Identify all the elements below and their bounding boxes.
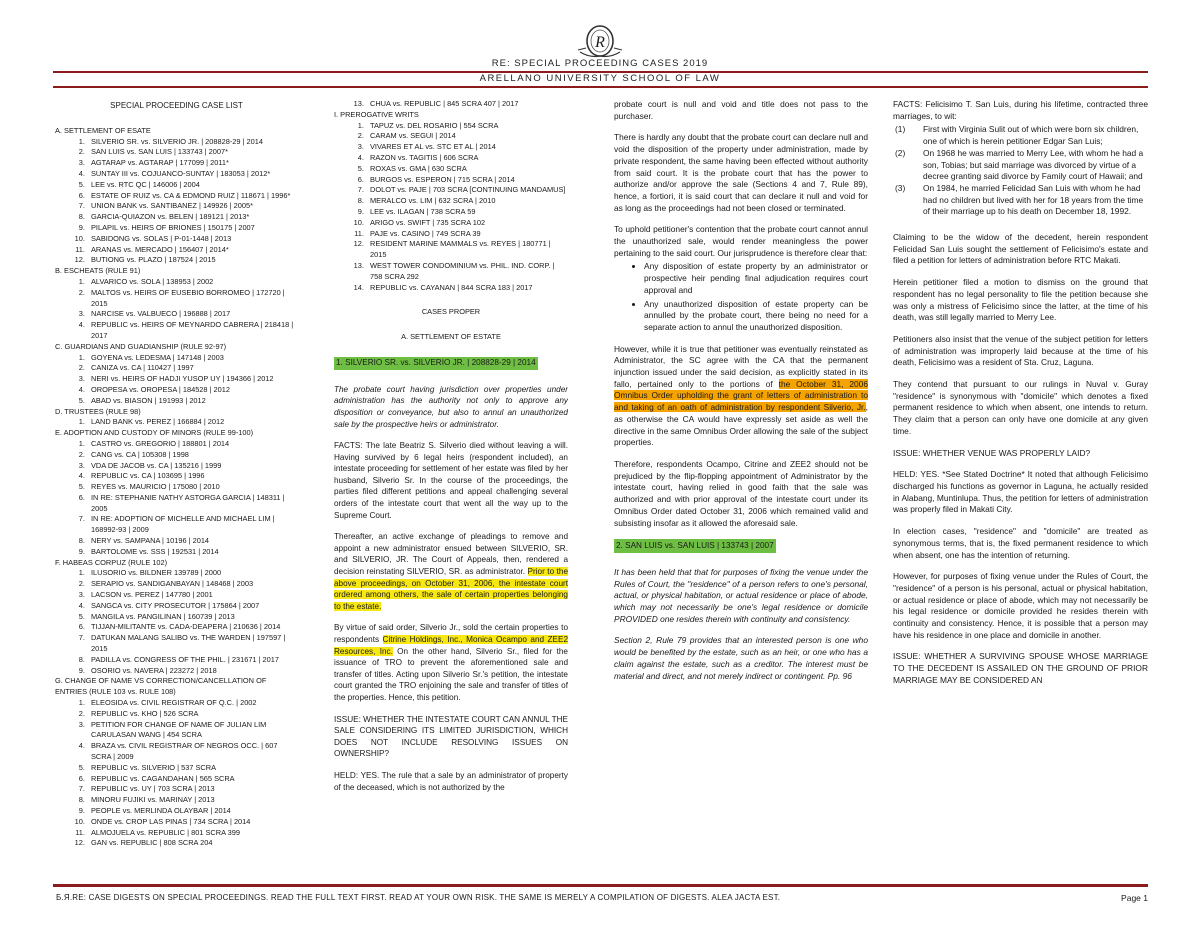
list-item: 1. SILVERIO SR. vs. SILVERIO JR. | 208828-29 | 2014 bbox=[87, 137, 298, 148]
prerogative-writs-list bbox=[334, 121, 568, 294]
list-item: 2. REPUBLIC vs. KHO | 526 SCRA bbox=[87, 709, 298, 720]
list-item: 6. BURGOS vs. ESPERON | 715 SCRA | 2014 bbox=[366, 175, 568, 186]
item-text: On 1984, he married Felicidad San Luis with whom he had had no children but lived with her for 18 years from the time of their marriage up to his death on December 18, 1992. bbox=[923, 182, 1144, 217]
cases-proper-heading: CASES PROPER bbox=[421, 307, 481, 317]
list-item: 5. MANGILA vs. PANGILINAN | 160739 | 2013 bbox=[87, 612, 298, 623]
list-item: 9. OSORIO vs. NAVERA | 223272 | 2018 bbox=[87, 666, 298, 677]
list-item: 8. GARCIA-QUIAZON vs. BELEN | 189121 | 2013* bbox=[87, 212, 298, 223]
list-item: 4. OROPESA vs. OROPESA | 184528 | 2012 bbox=[87, 385, 298, 396]
list-item: 2. SERAPIO vs. SANDIGANBAYAN | 148468 | 2003 bbox=[87, 579, 298, 590]
section-heading: C. GUARDIANS AND GUADIANSHIP (RULE 92-97) bbox=[55, 341, 227, 351]
case-list bbox=[55, 698, 298, 849]
list-item: 8. NERY vs. SAMPANA | 10196 | 2014 bbox=[87, 536, 298, 547]
list-item bbox=[895, 124, 1148, 147]
paragraph bbox=[334, 531, 568, 612]
text: Thereafter, an active exchange of pleadings to remove and appoint a new administrator ensued between SILVERIO, SR. and SILVERIO, JR. The Court of Appeals, then, rendered a decision reinstating SILVERIO, SR. as administrator. bbox=[334, 532, 568, 577]
column-two bbox=[334, 99, 568, 803]
doctrine-text: The probate court having jurisdiction over properties under administration has the authority not only to approve any disposition or conveyance, but also to annul an unauthorized sale by the prospective heirs or administrator. bbox=[334, 384, 568, 429]
list-item: 3. VDA DE JACOB vs. CA | 135216 | 1999 bbox=[87, 461, 298, 472]
case-list-column bbox=[55, 99, 298, 849]
paragraph: They contend that pursuant to our rulings in Nuval v. Guray "residence" is synonymous with "domicile" which denotes a fixed permanent residence to which when absent, one intends to return. They claim that a person can only have one domicile at any given time. bbox=[893, 379, 1148, 436]
list-item: 9. LEE vs. ILAGAN | 738 SCRA 59 bbox=[366, 207, 568, 218]
list-item: 2. SAN LUIS vs. SAN LUIS | 133743 | 2007* bbox=[87, 147, 298, 158]
list-item: 4. BRAZA vs. CIVIL REGISTRAR OF NEGROS OCC. | 607 SCRA | 2009 bbox=[87, 741, 298, 763]
svg-text:R: R bbox=[595, 34, 605, 51]
list-item: 5. REYES vs. MAURICIO | 175080 | 2010 bbox=[87, 482, 298, 493]
facts-text: FACTS: Felicisimo T. San Luis, during his lifetime, contracted three marriages, to wit: bbox=[893, 99, 1148, 121]
footer-disclaimer: Б.Я.RE: CASE DIGESTS ON SPECIAL PROCEEDINGS. READ THE FULL TEXT FIRST. READ AT YOUR OWN RISK. THE SAME IS MERELY A COMPILATION OF DIGESTS. ALEA JACTA EST. bbox=[56, 893, 781, 902]
list-item: 1. ALVARICO vs. SOLA | 138953 | 2002 bbox=[87, 277, 298, 288]
list-item: 5. ROXAS vs. GMA | 630 SCRA bbox=[366, 164, 568, 175]
list-item: 3. NERI vs. HEIRS OF HADJI YUSOP UY | 194366 | 2012 bbox=[87, 374, 298, 385]
list-item: 8. MERALCO vs. LIM | 632 SCRA | 2010 bbox=[366, 196, 568, 207]
list-item: 1. GOYENA vs. LEDESMA | 147148 | 2003 bbox=[87, 353, 298, 364]
list-item: 13. CHUA vs. REPUBLIC | 845 SCRA 407 | 2017 bbox=[366, 99, 568, 110]
list-item: 4. REPUBLIC vs. HEIRS OF MEYNARDO CABRERA | 218418 | 2017 bbox=[87, 320, 298, 342]
case-title: 2. SAN LUIS vs. SAN LUIS | 133743 | 2007 bbox=[614, 539, 776, 553]
paragraph bbox=[614, 344, 868, 449]
list-item: 6. ESTATE OF RUIZ vs. CA & EDMOND RUIZ | 118671 | 1996* bbox=[87, 191, 298, 202]
item-number: (3) bbox=[895, 182, 906, 193]
item-number: (1) bbox=[895, 124, 906, 135]
list-item: 1. LAND BANK vs. PEREZ | 166884 | 2012 bbox=[87, 417, 298, 428]
header-title: RE: SPECIAL PROCEEDING CASES 2019 bbox=[491, 58, 709, 69]
section-heading: E. ADOPTION AND CUSTODY OF MINORS (RULE 99-100) bbox=[55, 428, 254, 438]
case-list bbox=[55, 137, 298, 267]
list-item: 11. PAJE vs. CASINO | 749 SCRA 39 bbox=[366, 229, 568, 240]
list-item: 1. ILUSORIO vs. BILDNER 139789 | 2000 bbox=[87, 568, 298, 579]
list-item: 2. CARAM vs. SEGUI | 2014 bbox=[366, 131, 568, 142]
section-heading: I. PREROGATIVE WRITS bbox=[334, 109, 419, 119]
paragraph: probate court is null and void and title does not pass to the purchaser. bbox=[614, 99, 868, 121]
item-number: (2) bbox=[895, 147, 906, 158]
list-item: 2. MALTOS vs. HEIRS OF EUSEBIO BORROMEO | 172720 | 2015 bbox=[87, 288, 298, 310]
list-item: 3. VIVARES ET AL vs. STC ET AL | 2014 bbox=[366, 142, 568, 153]
list-item: 6. TIJJAN-MILITANTE vs. CADA-DEAPERA | 210636 | 2014 bbox=[87, 622, 298, 633]
section-heading: B. ESCHEATS (RULE 91) bbox=[55, 266, 141, 276]
case-list-continued bbox=[334, 99, 568, 110]
paragraph: Therefore, respondents Ocampo, Citrine and ZEE2 should not be prejudiced by the flip-flopping appointment of Administrator by the intestate court, having relied in good faith that the sale was authorized and with prior approval of the intestate court under its Omnibus Order dated October 31, 2006 which remained valid and subsisting insofar as it allowed the aforesaid sale. bbox=[614, 458, 868, 528]
list-item: 4. REPUBLIC vs. CA | 103695 | 1996 bbox=[87, 471, 298, 482]
list-item: 3. AGTARAP vs. AGTARAP | 177099 | 2011* bbox=[87, 158, 298, 169]
seal-logo-icon bbox=[576, 22, 624, 60]
highlighted-text: Citrine Holdings, Inc., Monica Ocampo and ZEE2 Resources, Inc. bbox=[334, 635, 568, 656]
text: However, while it is true that petitioner was eventually reinstated as Administrator, the SC agree with the CA that the permanent injunction issued under the said decision, as explicitly stated in its fallo, pertained only to the portions of bbox=[614, 343, 868, 389]
header-rule-top bbox=[53, 71, 1148, 73]
text: On the other hand, Silverio Sr., filed for the issuance of TRO to prevent the aforementioned sale and transfer of titles. Acting upon Silverio Sr.'s petition, the intestate court granted the TRO enjoining the sale and transfer of titles of the properties. Hence, this petition. bbox=[334, 646, 568, 702]
list-item: 9. BARTOLOME vs. SSS | 192531 | 2014 bbox=[87, 547, 298, 558]
list-item: 3. LACSON vs. PEREZ | 147780 | 2001 bbox=[87, 590, 298, 601]
list-item: 9. PILAPIL vs. HEIRS OF BRIONES | 150175 | 2007 bbox=[87, 223, 298, 234]
case-list bbox=[55, 568, 298, 676]
list-item: 6. IN RE: STEPHANIE NATHY ASTORGA GARCIA | 148311 | 2005 bbox=[87, 493, 298, 515]
list-item bbox=[895, 182, 1148, 218]
list-item: 2. CANG vs. CA | 105308 | 1998 bbox=[87, 450, 298, 461]
issue-text: ISSUE: WHETHER VENUE WAS PROPERLY LAID? bbox=[893, 447, 1091, 458]
paragraph: To uphold petitioner's contention that the probate court cannot annul the unauthorized sale, would render meaningless the power pertaining to the said court. Our jurisprudence is therefore clear that: bbox=[614, 224, 868, 258]
list-item: 3. NARCISE vs. VALBUECO | 196888 | 2017 bbox=[87, 309, 298, 320]
item-text: First with Virginia Sulit out of which were born six children, one of which is herein petitioner Edgar San Luis; bbox=[923, 124, 1139, 147]
list-item: 12. RESIDENT MARINE MAMMALS vs. REYES | 180771 | 2015 bbox=[366, 239, 568, 261]
rules-list bbox=[614, 261, 868, 333]
list-item: 1. ELEOSIDA vs. CIVIL REGISTRAR OF Q.C. | 2002 bbox=[87, 698, 298, 709]
list-item: 10. ONDE vs. CROP LAS PINAS | 734 SCRA | 2014 bbox=[87, 817, 298, 828]
list-item: 7. DOLOT vs. PAJE | 703 SCRA [CONTINUING MANDAMUS] bbox=[366, 185, 568, 196]
section-heading: F. HABEAS CORPUZ (RULE 102) bbox=[55, 557, 168, 567]
list-item: 10. ARIGO vs. SWIFT | 735 SCRA 102 bbox=[366, 218, 568, 229]
paragraph: Herein petitioner filed a motion to dismiss on the ground that respondent has no legal personality to file the petition because she was only a mistress of Felicisimo since the latter, at the time of his death, was still legally married to Merry Lee. bbox=[893, 277, 1148, 323]
text: , as otherwise the CA would have expressly set aside as well the directive in the same Omnibus Order allowing the sale of the subject properties. bbox=[614, 402, 868, 448]
list-item: 14. REPUBLIC vs. CAYANAN | 844 SCRA 183 | 2017 bbox=[366, 283, 568, 294]
list-item: 11. ARANAS vs. MERCADO | 156407 | 2014* bbox=[87, 245, 298, 256]
list-item: 1. CASTRO vs. GREGORIO | 188801 | 2014 bbox=[87, 439, 298, 450]
column-three bbox=[614, 99, 868, 692]
held-text: HELD: YES. *See Stated Doctrine* It noted that although Felicisimo discharged his functions as governor in Laguna, he actually resided in Alabang, Muntinlupa. Thus, the petition for letters of administration was properly filed in Makati City. bbox=[893, 469, 1148, 515]
doctrine-text: It has been held that that for purposes of fixing the venue under the Rules of Court, the "residence" of a person refers to one's personal, actual, or physical habitation, or actual residence or place of abode, which may not necessarily be one's legal residence or domicile PROVIDED one resides therein with continuity and consistency. bbox=[614, 566, 868, 624]
list-item: 7. REPUBLIC vs. UY | 703 SCRA | 2013 bbox=[87, 784, 298, 795]
section-heading: G. CHANGE OF NAME VS CORRECTION/CANCELLATION OF ENTRIES (RULE 103 vs. RULE 108) bbox=[55, 676, 267, 697]
list-item: 4. SANGCA vs. CITY PROSECUTOR | 175864 | 2007 bbox=[87, 601, 298, 612]
case-list bbox=[55, 439, 298, 558]
facts-text: FACTS: The late Beatriz S. Silverio died without leaving a will. Having survived by 6 legal heirs (respondent included), an intestate proceeding for settlement of her estate was filed by her husband, Silverio Sr. In the course of the proceedings, the parties filed different petitions and appeal challenging several orders of the intestate court that went all the way up to the Supreme Court. bbox=[334, 441, 568, 520]
paragraph: Petitioners also insist that the venue of the subject petition for letters of administration was improperly laid because at the time of his death, Felicisimo was a resident of Sta. Cruz, Laguna. bbox=[893, 333, 1148, 368]
paragraph bbox=[334, 622, 568, 703]
header-school: ARELLANO UNIVERSITY SCHOOL OF LAW bbox=[479, 73, 721, 84]
list-item: 7. DATUKAN MALANG SALIBO vs. THE WARDEN | 197597 | 2015 bbox=[87, 633, 298, 655]
issue-text: ISSUE: WHETHER THE INTESTATE COURT CAN ANNUL THE SALE CONSIDERING ITS LIMITED JURISDICTION, WHICH DOES NOT INCLUDE RESOLVING ISSUES ON OWNERSHIP? bbox=[334, 714, 568, 759]
case-list bbox=[55, 277, 298, 342]
page-number: Page 1 bbox=[1121, 893, 1148, 903]
footer-rule bbox=[53, 884, 1148, 887]
case-list bbox=[55, 417, 298, 428]
list-item: • Any unauthorized disposition of estate property can be annulled by the probate court, there being no need for a separate action to annul the unauthorized disposition. bbox=[644, 299, 868, 334]
list-item: 5. ABAD vs. BIASON | 191993 | 2012 bbox=[87, 396, 298, 407]
highlighted-text: Prior to the above proceedings, on October 31, 2006, the intestate court ordered among others, the sale of certain properties belonging to the estate. bbox=[334, 567, 568, 611]
settlement-heading: A. SETTLEMENT OF ESTATE bbox=[401, 332, 501, 342]
paragraph: Claiming to be the widow of the decedent, herein respondent Felicidad San Luis sought the settlement of Felicisimo's estate and filed a petition for letters of administration before RTC Makati. bbox=[893, 232, 1148, 266]
list-item: 12. BUTIONG vs. PLAZO | 187524 | 2015 bbox=[87, 255, 298, 266]
paragraph: In election cases, "residence" and "domicile" are treated as synonymous terms, that is, the fixed permanent residence to which when absent, one has the intention of returning. bbox=[893, 526, 1148, 560]
held-text: HELD: YES. The rule that a sale by an administrator of property of the deceased, which is not authorized by the bbox=[334, 770, 568, 792]
list-item bbox=[895, 147, 1148, 183]
marriages-list bbox=[893, 124, 1148, 218]
list-item: 13. WEST TOWER CONDOMINIUM vs. PHIL. IND. CORP. | 758 SCRA 292 bbox=[366, 261, 568, 283]
highlighted-text: the October 31, 2006 Omnibus Order upholding the grant of letters of administration to and taking of an oath of administration by respondent Silverio, Jr. bbox=[614, 378, 868, 413]
list-item: • Any disposition of estate property by an administrator or prospective heir pending final adjudication requires court approval and bbox=[644, 261, 868, 296]
list-item: 6. REPUBLIC vs. CAGANDAHAN | 565 SCRA bbox=[87, 774, 298, 785]
case-list-title: SPECIAL PROCEEDING CASE LIST bbox=[110, 101, 243, 110]
issue-text: ISSUE: WHETHER A SURVIVING SPOUSE WHOSE MARRIAGE TO THE DECEDENT IS ASSAILED ON THE GROUND OF PRIOR MARRIAGE MAY BE CONSIDERED AN bbox=[893, 651, 1148, 685]
list-item: 11. ALMOJUELA vs. REPUBLIC | 801 SCRA 399 bbox=[87, 828, 298, 839]
column-four bbox=[893, 99, 1148, 697]
list-item: 8. MINORU FUJIKI vs. MARINAY | 2013 bbox=[87, 795, 298, 806]
list-item: 4. SUNTAY III vs. COJUANCO-SUNTAY | 183053 | 2012* bbox=[87, 169, 298, 180]
list-item: 12. GAN vs. REPUBLIC | 808 SCRA 204 bbox=[87, 838, 298, 849]
case-title: 1. SILVERIO SR. vs. SILVERIO JR. | 208828-29 | 2014 bbox=[334, 357, 538, 370]
header-rule-bottom bbox=[53, 86, 1148, 88]
list-item: 4. RAZON vs. TAGITIS | 606 SCRA bbox=[366, 153, 568, 164]
list-item: 5. REPUBLIC vs. SILVERIO | 537 SCRA bbox=[87, 763, 298, 774]
doctrine-text: Section 2, Rule 79 provides that an interested person is one who would be benefited by the estate, such as an heir, or one who has a claim against the estate, such as a creditor. The interest must be material and direct, and not merely indirect or contingent. Pp. 96 bbox=[614, 635, 868, 681]
list-item: 9. PEOPLE vs. MERLINDA OLAYBAR | 2014 bbox=[87, 806, 298, 817]
list-item: 7. UNION BANK vs. SANTIBANEZ | 149926 | 2005* bbox=[87, 201, 298, 212]
item-text: On 1968 he was married to Merry Lee, with whom he had a son, Tobias; but said marriage was divorced by virtue of a decree granting said divorce by Family court of Hawaii; and bbox=[923, 147, 1144, 182]
list-item: 8. PADILLA vs. CONGRESS OF THE PHIL. | 231671 | 2017 bbox=[87, 655, 298, 666]
section-heading: D. TRUSTEES (RULE 98) bbox=[55, 406, 141, 416]
list-item: 1. TAPUZ vs. DEL ROSARIO | 554 SCRA bbox=[366, 121, 568, 132]
paragraph: However, for purposes of fixing venue under the Rules of Court, the "residence" of a person is his personal, actual or physical habitation, or actual residence or place of abode, which may not necessarily be his legal residence or domicile provided he resides therein with continuity and consistency. Hence, it is possible that a person may have his residence in one place and domicile in another. bbox=[893, 571, 1148, 640]
case-list bbox=[55, 353, 298, 407]
list-item: 10. SABIDONG vs. SOLAS | P-01-1448 | 2013 bbox=[87, 234, 298, 245]
list-item: 7. IN RE: ADOPTION OF MICHELLE AND MICHAEL LIM | 168992-93 | 2009 bbox=[87, 514, 298, 536]
list-item: 2. CANIZA vs. CA | 110427 | 1997 bbox=[87, 363, 298, 374]
paragraph: There is hardly any doubt that the probate court can declare null and void the disposition of the property under administration, made by private respondent, the same having been effected without authority from said court. It is the probate court that has the power to authorize and/or approve the sale (Sections 4 and 7, Rule 89), hence, a fortiori, it is said court that can declare it null and void for as long as the proceedings had not been closed or terminated. bbox=[614, 132, 868, 213]
list-item: 3. PETITION FOR CHANGE OF NAME OF JULIAN LIM CARULASAN WANG | 454 SCRA bbox=[87, 720, 298, 742]
list-item: 5. LEE vs. RTC QC | 146006 | 2004 bbox=[87, 180, 298, 191]
section-heading: A. SETTLEMENT OF ESATE bbox=[55, 125, 151, 135]
text: By virtue of said order, Silverio Jr., sold the certain properties to respondents bbox=[334, 623, 568, 645]
